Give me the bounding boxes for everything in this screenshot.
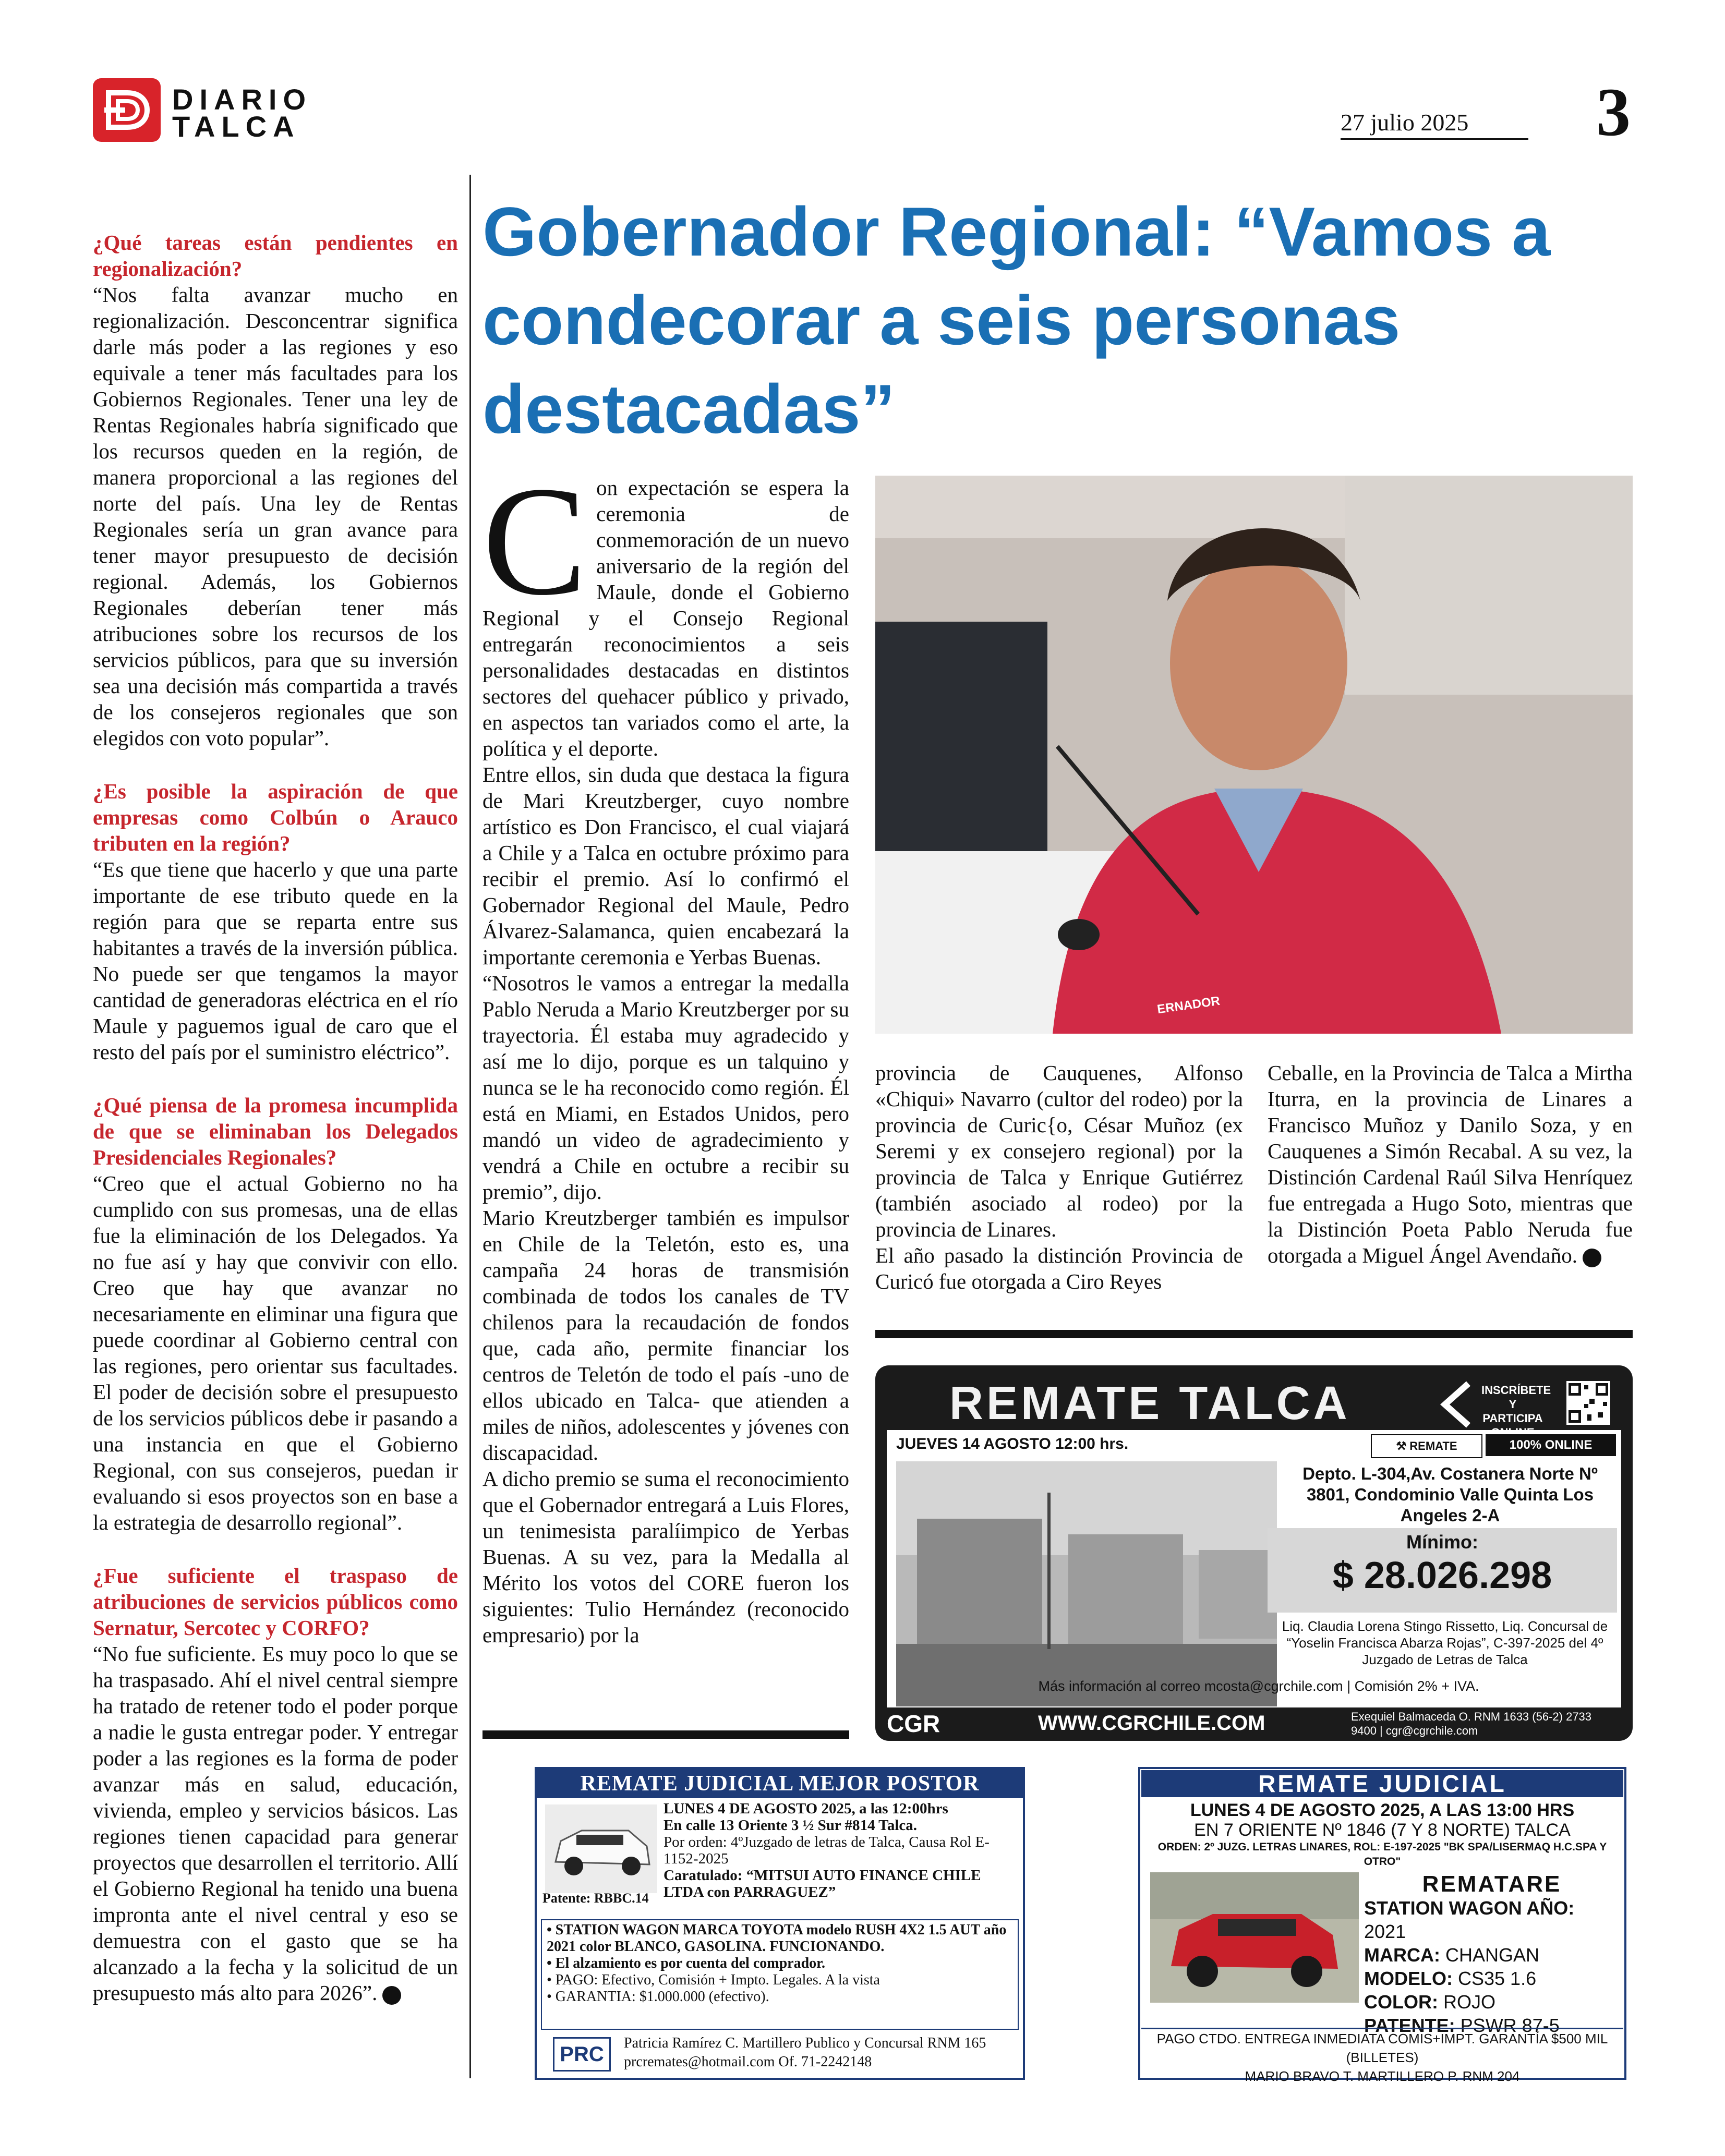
diario-talca-logo	[93, 78, 161, 142]
column-divider	[469, 175, 471, 2078]
spec-value: PSWR 87-5	[1460, 2015, 1560, 2036]
article-paragraph: A dicho premio se suma el reconocimiento que el Gobernador entregará a Luis Flores, un tenimesista paralíimpico de Yerbas Buenas. A su vez, para la Medalla al Mérito los votos del CORE fueron los siguientes: Tulio Hernández (reconocido empresario) por la	[482, 1467, 849, 1647]
liquidator-info: Liq. Claudia Lorena Stingo Rissetto, Liq. Concursal de “Yoselin Francisca Abarza Rojas”, C-397-2025 del 4º Juzgado de Letras de Talca	[1282, 1618, 1608, 1667]
spec-value: CS35 1.6	[1458, 1968, 1537, 1989]
logo-d-icon	[93, 78, 161, 142]
inscribete-label: INSCRÍBETE Y PARTICIPA	[1481, 1384, 1551, 1425]
article-paragraph: Entre ellos, sin duda que destaca la figura de Mari Kreutzberger, cuyo nombre artístico es Don Francisco, el cual viajará a Chile y a Talca en octubre próximo para recibir el premio. Así lo confirmó el Gobernador Regional del Maule, Pedro Álvarez-Salamanca, quien encabezará la importante ceremonia e Yerbas Buenas.	[482, 762, 849, 969]
spec-row	[1364, 1967, 1620, 1990]
list-item: • STATION WAGON MARCA TOYOTA modelo RUSH 4X2 1.5 AUT año 2021 color BLANCO, GASOLINA. FUNCIONANDO.	[547, 1922, 1007, 1955]
page-number: 3	[1596, 74, 1631, 150]
prc-logo: PRC	[553, 2037, 611, 2072]
minimum-price: $ 28.026.298	[1332, 1555, 1552, 1596]
spec-value: 2021	[1364, 1921, 1406, 1942]
interview-question: ¿Es posible la aspiración de que empresas como Colbún o Arauco tributen en la región?	[93, 779, 458, 855]
date-underline	[1341, 138, 1528, 140]
article-headline: Gobernador Regional: “Vamos a condecorar a seis personas destacadas”	[482, 193, 1551, 448]
auction-date: JUEVES 14 AGOSTO 12:00 hrs.	[896, 1435, 1129, 1452]
auction-details	[1141, 1800, 1623, 1869]
spec-value: CHANGAN	[1445, 1944, 1540, 1966]
auction-details	[664, 1800, 1018, 1900]
spec-label: PATENTE:	[1364, 2015, 1455, 2036]
article-paragraph: “Nosotros le vamos a entregar la medalla Pablo Neruda a Mario Kreutzberger por su trayectoria. Él estaba muy agradecido y así me lo dijo, porque es un talquino y nunca se le ha reconocido como región. Él está en Miami, en Estados Unidos, pero mandó un video de agradecimiento y vendrá a Chile en octubre a recibir su premio”, dijo.	[482, 971, 849, 1204]
article-column-3	[1268, 1060, 1633, 1268]
spec-row	[1364, 1943, 1620, 1967]
auction-date-time: LUNES 4 DE AGOSTO 2025, a las 12:00hrs	[664, 1800, 948, 1817]
chevron-left-icon	[1437, 1381, 1474, 1428]
case-caption: Caratulado: “MITSUI AUTO FINANCE CHILE LTDA con PARRAGUEZ”	[664, 1867, 981, 1900]
remate-judicial-title: REMATE JUDICIAL	[1141, 1770, 1623, 1797]
article-column-1	[482, 454, 849, 1648]
spec-label: COLOR:	[1364, 1991, 1438, 2013]
rematare-label: REMATARE	[1422, 1871, 1562, 1897]
jacket-text: ERNADOR	[1156, 994, 1221, 1017]
auctioneer-contact: prcremates@hotmail.com Of. 71-2242148	[624, 2054, 872, 2070]
drop-cap: C	[482, 454, 587, 627]
court-order: Por orden: 4ºJuzgado de letras de Talca, Causa Rol E-1152-2025	[664, 1834, 990, 1867]
court-order: ORDEN: 2º JUZG. LETRAS LINARES, ROL: E-197-2025 "BK SPA/LISERMAQ H.C.SPA Y OTRO"	[1157, 1841, 1607, 1868]
interview-answer: “Nos falta avanzar mucho en regionalización. Desconcentrar significa darle más poder a las regiones y eso equivale a tener más facultades para los Gobiernos Regionales. Tener una ley de Rentas Regionales habría significado que los recursos queden en la región, de manera proporcional a las regiones del norte del país. Una ley de Rentas Regionales sería un gran avance para tener mayor presupuesto de decisión regional. Además, los Gobiernos Regionales deberían tener más atribuciones sobre los recursos de los servicios públicos, para que su inversión sea una decisión más compartida a través de los consejeros regionales que son elegidos con voto popular”.	[93, 283, 458, 750]
spec-row	[1364, 1990, 1620, 2014]
spec-value: ROJO	[1443, 1991, 1496, 2013]
list-item: • El alzamiento es por cuenta del comprador.	[547, 1955, 825, 1971]
white-suv-photo	[545, 1804, 657, 1893]
remate-tag-label: REMATE	[1409, 1439, 1457, 1452]
more-info-line: Más información al correo mcosta@cgrchile.com | Comisión 2% + IVA.	[1038, 1678, 1479, 1694]
cgr-logo: CGR	[887, 1710, 940, 1737]
article-paragraph: El año pasado la distinción Provincia de Curicó fue otorgada a Ciro Reyes	[875, 1243, 1243, 1293]
payment-terms: PAGO CTDO. ENTREGA INMEDIATA COMIS+IMPT. GARANTÍA $500 MIL (BILLETES)	[1156, 2031, 1608, 2065]
article-paragraph: on expectación se espera la ceremonia de conmemoración de un nuevo aniversario de la región del Maule, donde el Gobierno Regional y el Consejo Regional entregarán reconocimientos a seis personalidades destacadas en distintos sectores del quehacer público y privado, en aspectos tan variados como el arte, la política y el deporte.	[482, 476, 849, 760]
interview-question: ¿Qué piensa de la promesa incumplida de que se eliminaban los Delegados Presidenciales Regionales?	[93, 1093, 458, 1169]
auctioneer-info	[624, 2034, 1020, 2072]
interview-question: ¿Qué tareas están pendientes en regionalización?	[93, 231, 458, 281]
spec-label: MARCA:	[1364, 1944, 1440, 1966]
article-paragraph: provincia de Cauquenes, Alfonso «Chiqui» Navarro (cultor del rodeo) por la provincia de Curic{o, César Muñoz (ex Seremi y ex consejero regional) por la provincia de Talca y Enrique Gutiérrez (también asociado al rodeo) por la provincia de Linares.	[875, 1061, 1243, 1241]
brand-name-line2: TALCA	[172, 110, 300, 143]
interview-answer: “Es que tiene que hacerlo y que una parte importante de ese tributo quede en la región para que se reparta entre sus habitantes a través de la inversión pública. No puede ser que tengamos la mayor cantidad de generadoras eléctrica en el río Maule y paguemos igual de caro que el resto del país por el suministro eléctrico”.	[93, 857, 458, 1064]
apartment-photo	[896, 1461, 1277, 1706]
interview-question: ¿Fue suficiente el traspaso de atribuciones de servicios públicos como Sernatur, Sercotec y CORFO?	[93, 1564, 458, 1640]
auction-terms	[547, 1922, 1016, 2005]
auctioneer-name: MARIO BRAVO T. MARTILLERO P. RNM 204	[1245, 2068, 1520, 2084]
end-of-article-icon	[1583, 1249, 1601, 1267]
governor-photo	[875, 476, 1633, 1034]
remate-tag	[1371, 1434, 1482, 1458]
auctioneer-name: Patricia Ramírez C. Martillero Publico y Concursal RNM 165	[624, 2035, 986, 2051]
interview-answer: “No fue suficiente. Es muy poco lo que se ha traspasado. Ahí el nivel central siempre ha tratado de retener todo el poder porque a nadie le gusta entregar poder. Y entregar poder a las regiones es la forma de poder avanzar más en salud, educación, vivienda, empleo y servicios básicos. Las regiones tienen capacidad para generar proyectos que desarrollen el territorio. Allí el Gobierno Regional ha tenido una buena impronta ante el nivel central y eso se demuestra con el gasto que se ha alcanzado a la fecha y la solicitud de un presupuesto más alto para 2026”.	[93, 1642, 458, 2005]
governor-photo-illustration	[875, 476, 1633, 1034]
auction-date-time: LUNES 4 DE AGOSTO 2025, A LAS 13:00 HRS	[1190, 1800, 1575, 1820]
spec-label: STATION WAGON AÑO:	[1364, 1897, 1575, 1919]
brand-name-line1: DIARIO	[172, 83, 312, 116]
online-tag: 100% ONLINE	[1486, 1434, 1616, 1456]
cgr-website: WWW.CGRCHILE.COM	[1038, 1712, 1265, 1735]
spec-row	[1364, 1896, 1620, 1943]
list-item: • PAGO: Efectivo, Comisión + Impto. Legales. A la vista	[547, 1972, 880, 1988]
end-of-article-icon	[382, 1986, 401, 2005]
interview-answer: “Creo que el actual Gobierno no ha cumplido con sus promesas, una de ellas fue la eliminación de los Delegados. Ya no fue así y hay que convivir con ello. Creo que hay que avanzar no necesariamente en eliminar una figura que puede coordinar al Gobierno central con las regiones, pero orientar sus facultades. El poder de decisión sobre el presupuesto de los servicios públicos debe ir pasando a una instancia en que el Gobierno Regional, con sus consejeros, puedan ir evaluando si esos proyectos son en base a la estrategia de desarrollo regional”.	[93, 1171, 458, 1534]
issue-date: 27 julio 2025	[1341, 109, 1469, 136]
gavel-icon: ⚒	[1396, 1439, 1410, 1452]
list-item: • GARANTIA: $1.000.000 (efectivo).	[547, 1989, 769, 2005]
red-suv-photo	[1150, 1872, 1359, 2003]
section-separator	[875, 1330, 1633, 1338]
section-separator	[482, 1730, 849, 1739]
vehicle-plate: Patente: RBBC.14	[542, 1891, 649, 1906]
interview-column	[93, 229, 458, 2006]
remate-judicial-postor-title: REMATE JUDICIAL MEJOR POSTOR	[537, 1769, 1023, 1798]
cgr-contact: Exequiel Balmaceda O. RNM 1633 (56-2) 2733 9400 | cgr@cgrchile.com	[1351, 1710, 1592, 1737]
property-address: Depto. L-304,Av. Costanera Norte Nº 3801, Condominio Valle Quinta Los Angeles 2-A	[1302, 1464, 1598, 1525]
auction-location: En calle 13 Oriente 3 ½ Sur #814 Talca.	[664, 1817, 918, 1834]
remate-talca-title: REMATE TALCA	[949, 1377, 1350, 1430]
minimum-label: Mínimo:	[1406, 1531, 1478, 1553]
spec-label: MODELO:	[1364, 1968, 1453, 1989]
auction-footer	[1141, 2028, 1623, 2086]
auction-location: EN 7 ORIENTE Nº 1846 (7 Y 8 NORTE) TALCA	[1194, 1820, 1571, 1840]
vehicle-specs	[1364, 1896, 1620, 2037]
article-paragraph: Mario Kreutzberger también es impulsor en Chile de la Teletón, esto es, una campaña 24 horas de transmisión combinada de todos los canales de TV chilenos para la recaudación de fondos que, cada año, permite financiar los centros de Teletón de todo el país -uno de ellos ubicado en Talca- que atienden a miles de niños, adolescentes y jóvenes con discapacidad.	[482, 1206, 849, 1464]
article-paragraph: Ceballe, en la Provincia de Talca a Mirtha Iturra, en la provincia de Linares a Francisco Muñoz y Danilo Soza, y en Cauquenes a Simón Recabal. A su vez, la Distinción Cardenal Raúl Silva Henríquez fue entregada a Hugo Soto, mientras que la Distinción Poeta Pablo Neruda fue otorgada a Miguel Ángel Avendaño.	[1268, 1061, 1633, 1267]
article-column-2	[875, 1060, 1243, 1294]
qr-code-icon	[1566, 1381, 1610, 1425]
